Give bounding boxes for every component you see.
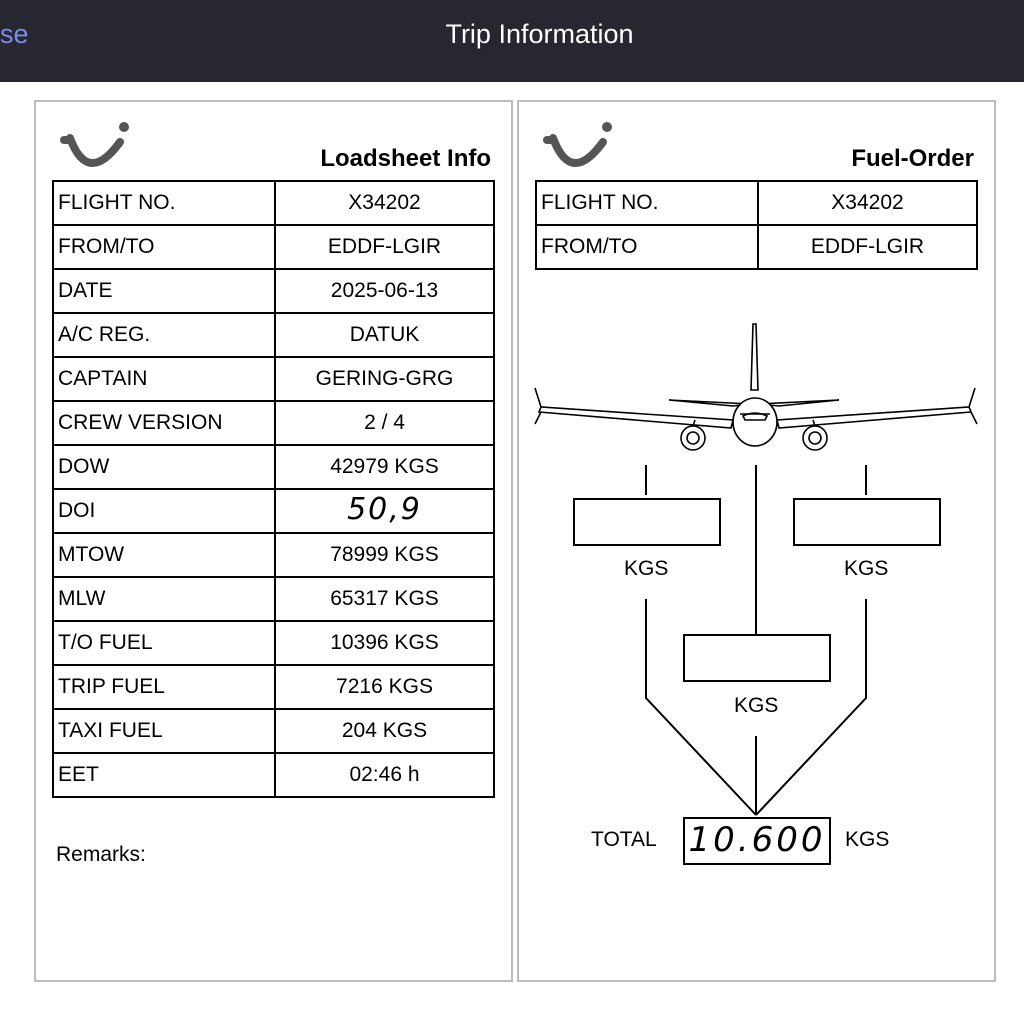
fuel-order-panel (517, 100, 996, 982)
row-value: 10396 KGS (275, 621, 494, 665)
remarks-label: Remarks: (56, 843, 146, 866)
row-label: A/C REG. (53, 313, 275, 357)
total-unit: KGS (845, 828, 890, 851)
row-value: EDDF-LGIR (758, 225, 977, 269)
row-value: GERING-GRG (275, 357, 494, 401)
row-value: 2 / 4 (275, 401, 494, 445)
row-value: 42979 KGS (275, 445, 494, 489)
row-label: FROM/TO (536, 225, 758, 269)
table-row (53, 357, 494, 401)
left-tank-unit: KGS (624, 557, 669, 580)
row-label: TAXI FUEL (53, 709, 275, 753)
row-label: MTOW (53, 533, 275, 577)
close-button[interactable]: se (0, 19, 29, 49)
fuel-order-heading: Fuel-Order (851, 145, 974, 172)
row-label: MLW (53, 577, 275, 621)
row-value: DATUK (275, 313, 494, 357)
loadsheet-heading: Loadsheet Info (320, 145, 491, 172)
table-row (53, 313, 494, 357)
row-label: CAPTAIN (53, 357, 275, 401)
table-row (53, 753, 494, 797)
table-row (53, 401, 494, 445)
row-value: 65317 KGS (275, 577, 494, 621)
row-value: 7216 KGS (275, 665, 494, 709)
row-label: DOW (53, 445, 275, 489)
right-tank-unit: KGS (844, 557, 889, 580)
total-label: TOTAL (591, 828, 657, 851)
row-label: TRIP FUEL (53, 665, 275, 709)
total-handwritten-value: 10.600 (688, 820, 826, 860)
doi-input[interactable] (275, 489, 494, 533)
table-row (53, 269, 494, 313)
row-value: 204 KGS (275, 709, 494, 753)
row-value: X34202 (758, 181, 977, 225)
row-label: T/O FUEL (53, 621, 275, 665)
page-title: Trip Information (445, 19, 634, 49)
row-value: 78999 KGS (275, 533, 494, 577)
row-label: DOI (53, 489, 275, 533)
row-label: DATE (53, 269, 275, 313)
row-label: FLIGHT NO. (53, 181, 275, 225)
center-tank-unit: KGS (734, 694, 779, 717)
row-label: FROM/TO (53, 225, 275, 269)
row-label: FLIGHT NO. (536, 181, 758, 225)
loadsheet-panel (34, 100, 513, 982)
navigation-bar (0, 0, 1024, 82)
loadsheet-table (52, 180, 495, 798)
row-value: 2025-06-13 (275, 269, 494, 313)
row-value: 02:46 h (275, 753, 494, 797)
table-row (53, 577, 494, 621)
table-row (53, 709, 494, 753)
row-value: EDDF-LGIR (275, 225, 494, 269)
table-row (53, 181, 494, 225)
row-value: X34202 (275, 181, 494, 225)
doi-handwritten-value: 50,9 (347, 491, 422, 527)
total-fuel-input[interactable] (683, 817, 831, 865)
table-row (53, 489, 494, 533)
table-row (53, 665, 494, 709)
tui-logo-icon (58, 118, 132, 180)
table-row (53, 225, 494, 269)
row-label: EET (53, 753, 275, 797)
table-row (53, 445, 494, 489)
row-label: CREW VERSION (53, 401, 275, 445)
table-row (53, 621, 494, 665)
table-row (53, 533, 494, 577)
